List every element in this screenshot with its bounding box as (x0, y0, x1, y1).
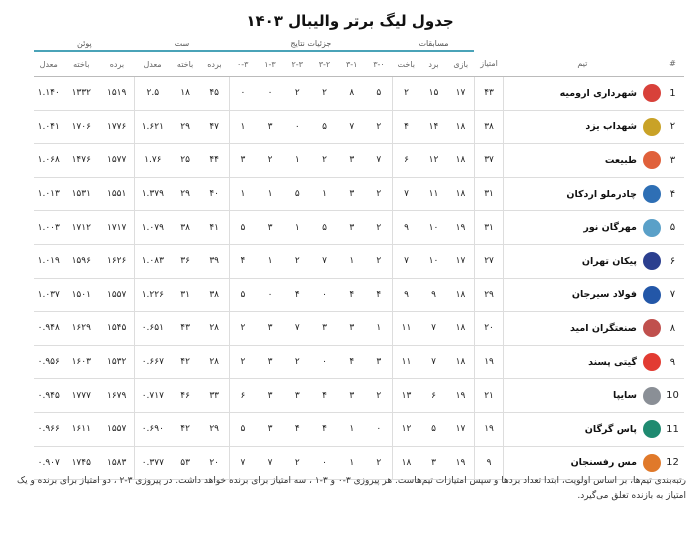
team-name[interactable]: مهرگان نور (583, 222, 637, 234)
cell-played: ۱۸ (447, 110, 474, 144)
team-logo-icon (643, 219, 661, 237)
team-cell[interactable] (504, 312, 661, 346)
cell-sw: ۴۰ (200, 177, 229, 211)
cell-r13: ۰ (256, 278, 283, 312)
cell-r32: ۷ (311, 244, 338, 278)
cell-r13: ۰ (256, 77, 283, 111)
cell-played: ۱۸ (447, 278, 474, 312)
table-row[interactable] (34, 211, 684, 245)
team-cell[interactable] (504, 278, 661, 312)
cell-pr: ۰.۹۵۶ (34, 345, 63, 379)
cell-sw: ۳۳ (200, 379, 229, 413)
cell-sw: ۴۵ (200, 77, 229, 111)
cell-won: ۷ (420, 345, 447, 379)
cell-r30: ۲ (365, 177, 392, 211)
table-row[interactable] (34, 244, 684, 278)
cell-r30: ۲ (365, 110, 392, 144)
col-r23[interactable]: ۲-۳ (284, 51, 311, 77)
cell-pw: ۱۷۷۶ (99, 110, 135, 144)
cell-r23: ۲ (284, 345, 311, 379)
cell-sr: ۱.۳۷۹ (135, 177, 171, 211)
cell-pl: ۱۵۹۶ (63, 244, 99, 278)
rank-cell: 11 (661, 412, 684, 446)
table-row[interactable] (34, 144, 684, 178)
table-row[interactable] (34, 110, 684, 144)
cell-r03: ۳ (229, 144, 256, 178)
cell-lost: ۱۱ (393, 345, 420, 379)
cell-pr: ۱.۰۰۳ (34, 211, 63, 245)
cell-sl: ۲۵ (170, 144, 199, 178)
cell-sl: ۴۶ (170, 379, 199, 413)
cell-r13: ۳ (256, 312, 283, 346)
cell-r32: ۰ (311, 278, 338, 312)
team-logo-icon (643, 151, 661, 169)
cell-pl: ۱۶۰۳ (63, 345, 99, 379)
cell-sw: ۳۸ (200, 278, 229, 312)
team-cell[interactable] (504, 244, 661, 278)
cell-r23: ۲ (284, 446, 311, 480)
cell-pr: ۱.۰۴۱ (34, 110, 63, 144)
cell-sr: ۰.۶۵۱ (135, 312, 171, 346)
cell-pr: ۰.۹۴۸ (34, 312, 63, 346)
rank-cell: ۳ (661, 144, 684, 178)
cell-r31: ۴ (338, 278, 365, 312)
cell-sr: ۰.۶۶۷ (135, 345, 171, 379)
team-logo-icon (643, 118, 661, 136)
cell-pw: ۱۶۷۹ (99, 379, 135, 413)
cell-r13: ۳ (256, 110, 283, 144)
cell-pw: ۱۵۴۵ (99, 312, 135, 346)
team-name[interactable]: چادرملو اردکان (566, 188, 637, 200)
cell-sw: ۴۱ (200, 211, 229, 245)
cell-sw: ۲۰ (200, 446, 229, 480)
cell-r23: ۱ (284, 211, 311, 245)
cell-r03: ۵ (229, 211, 256, 245)
team-name[interactable]: شهداب یزد (585, 121, 637, 133)
cell-r32: ۰ (311, 345, 338, 379)
rank-cell: ۶ (661, 244, 684, 278)
cell-sl: ۳۱ (170, 278, 199, 312)
rank-cell: ۴ (661, 177, 684, 211)
team-logo-icon (643, 286, 661, 304)
cell-sw: ۴۴ (200, 144, 229, 178)
cell-score: ۱۹ (474, 345, 503, 379)
group-details: جزئیات نتایج (229, 36, 393, 51)
cell-lost: ۱۲ (393, 412, 420, 446)
col-won[interactable]: برد (420, 51, 447, 77)
cell-r30: ۲ (365, 379, 392, 413)
cell-r31: ۳ (338, 312, 365, 346)
rank-cell: ۷ (661, 278, 684, 312)
cell-r13: ۳ (256, 379, 283, 413)
cell-r32: ۲ (311, 77, 338, 111)
page-title: جدول لیگ برتر والیبال ۱۴۰۳ (246, 12, 454, 30)
cell-r03: ۰ (229, 77, 256, 111)
team-cell[interactable] (504, 77, 661, 111)
team-cell[interactable] (504, 144, 661, 178)
cell-sw: ۴۷ (200, 110, 229, 144)
cell-score: ۳۱ (474, 211, 503, 245)
table-row[interactable] (34, 379, 684, 413)
cell-lost: ۴ (393, 110, 420, 144)
cell-played: ۱۸ (447, 312, 474, 346)
cell-played: ۱۹ (447, 446, 474, 480)
team-logo-icon (643, 185, 661, 203)
cell-sl: ۵۳ (170, 446, 199, 480)
group-matches: مسابقات (393, 36, 475, 51)
cell-played: ۱۹ (447, 211, 474, 245)
cell-r13: ۱ (256, 177, 283, 211)
team-logo-icon (643, 454, 661, 472)
cell-r23: ۰ (284, 110, 311, 144)
cell-r23: ۴ (284, 278, 311, 312)
cell-won: ۱۰ (420, 244, 447, 278)
cell-r32: ۴ (311, 412, 338, 446)
cell-pr: ۰.۹۰۷ (34, 446, 63, 480)
team-name[interactable]: مس رفسنجان (570, 457, 637, 469)
cell-r03: ۱ (229, 177, 256, 211)
cell-r03: ۴ (229, 244, 256, 278)
cell-won: ۵ (420, 412, 447, 446)
col-r30[interactable]: ۳-۰ (365, 51, 392, 77)
cell-score: ۱۹ (474, 412, 503, 446)
cell-played: ۱۸ (447, 144, 474, 178)
cell-r30: ۲ (365, 244, 392, 278)
cell-sl: ۴۲ (170, 412, 199, 446)
cell-sl: ۴۲ (170, 345, 199, 379)
cell-pr: ۰.۹۴۵ (34, 379, 63, 413)
cell-score: ۲۷ (474, 244, 503, 278)
cell-won: ۶ (420, 379, 447, 413)
team-name[interactable]: طبیعت (604, 154, 637, 166)
cell-sr: ۲.۵ (135, 77, 171, 111)
col-team[interactable]: تیم (504, 51, 661, 77)
cell-won: ۹ (420, 278, 447, 312)
cell-lost: ۶ (393, 144, 420, 178)
cell-sl: ۴۳ (170, 312, 199, 346)
table-row[interactable] (34, 412, 684, 446)
table-row[interactable] (34, 278, 684, 312)
team-logo-icon (643, 319, 661, 337)
rank-cell: ۸ (661, 312, 684, 346)
cell-score: ۲۱ (474, 379, 503, 413)
rank-cell: ۵ (661, 211, 684, 245)
table-row[interactable] (34, 177, 684, 211)
cell-r03: ۷ (229, 446, 256, 480)
cell-sw: ۲۹ (200, 412, 229, 446)
cell-pl: ۱۷۰۶ (63, 110, 99, 144)
cell-r30: ۴ (365, 278, 392, 312)
cell-played: ۱۸ (447, 177, 474, 211)
cell-r23: ۱ (284, 144, 311, 178)
cell-pw: ۱۶۲۶ (99, 244, 135, 278)
cell-score: ۳۸ (474, 110, 503, 144)
col-sets-ratio[interactable]: معدل (135, 51, 171, 77)
team-cell[interactable] (504, 177, 661, 211)
col-r03[interactable]: ۰-۳ (229, 51, 256, 77)
team-logo-icon (643, 387, 661, 405)
cell-sr: ۱.۷۶ (135, 144, 171, 178)
col-score[interactable]: امتیاز (474, 51, 503, 77)
table-row[interactable] (34, 345, 684, 379)
col-played[interactable]: بازی (447, 51, 474, 77)
cell-r32: ۳ (311, 312, 338, 346)
cell-r30: ۲ (365, 211, 392, 245)
cell-sl: ۱۸ (170, 77, 199, 111)
cell-r13: ۲ (256, 144, 283, 178)
col-r32[interactable]: ۳-۲ (311, 51, 338, 77)
cell-r13: ۱ (256, 244, 283, 278)
team-cell[interactable] (504, 379, 661, 413)
cell-pl: ۱۳۳۲ (63, 77, 99, 111)
cell-r03: ۲ (229, 345, 256, 379)
cell-lost: ۲ (393, 77, 420, 111)
team-name[interactable]: گیتی پسند (588, 356, 637, 368)
team-name[interactable]: پاس گرگان (584, 423, 637, 435)
col-points-won[interactable]: برده (99, 51, 135, 77)
cell-r23: ۷ (284, 312, 311, 346)
cell-pl: ۱۷۷۷ (63, 379, 99, 413)
group-sets: ست (135, 36, 229, 51)
cell-pw: ۱۵۵۱ (99, 177, 135, 211)
cell-r03: ۲ (229, 312, 256, 346)
cell-pr: ۱.۰۱۳ (34, 177, 63, 211)
rank-cell: ۹ (661, 345, 684, 379)
cell-lost: ۹ (393, 278, 420, 312)
cell-sl: ۳۸ (170, 211, 199, 245)
cell-lost: ۷ (393, 244, 420, 278)
cell-r31: ۳ (338, 144, 365, 178)
cell-pl: ۱۶۱۱ (63, 412, 99, 446)
cell-won: ۱۱ (420, 177, 447, 211)
cell-r31: ۷ (338, 110, 365, 144)
cell-won: ۷ (420, 312, 447, 346)
cell-score: ۲۹ (474, 278, 503, 312)
cell-r31: ۳ (338, 379, 365, 413)
cell-r32: ۱ (311, 177, 338, 211)
cell-won: ۱۴ (420, 110, 447, 144)
col-r13[interactable]: ۱-۳ (256, 51, 283, 77)
cell-r13: ۳ (256, 345, 283, 379)
cell-r13: ۷ (256, 446, 283, 480)
cell-lost: ۱۱ (393, 312, 420, 346)
cell-r31: ۱ (338, 244, 365, 278)
cell-played: ۱۷ (447, 412, 474, 446)
cell-r31: ۳ (338, 211, 365, 245)
cell-sr: ۱.۰۸۳ (135, 244, 171, 278)
cell-score: ۲۰ (474, 312, 503, 346)
cell-r03: ۱ (229, 110, 256, 144)
cell-played: ۱۷ (447, 244, 474, 278)
cell-won: ۱۵ (420, 77, 447, 111)
cell-r13: ۳ (256, 412, 283, 446)
cell-r03: ۶ (229, 379, 256, 413)
cell-sl: ۲۹ (170, 177, 199, 211)
cell-r32: ۰ (311, 446, 338, 480)
cell-r30: ۷ (365, 144, 392, 178)
cell-sr: ۱.۶۲۱ (135, 110, 171, 144)
cell-sl: ۲۹ (170, 110, 199, 144)
cell-r30: ۱ (365, 312, 392, 346)
team-cell[interactable] (504, 412, 661, 446)
cell-lost: ۷ (393, 177, 420, 211)
cell-sl: ۳۶ (170, 244, 199, 278)
cell-r03: ۵ (229, 278, 256, 312)
cell-r23: ۴ (284, 412, 311, 446)
cell-r32: ۴ (311, 379, 338, 413)
cell-r31: ۱ (338, 412, 365, 446)
cell-r31: ۸ (338, 77, 365, 111)
cell-pw: ۱۵۸۳ (99, 446, 135, 480)
cell-sw: ۲۸ (200, 345, 229, 379)
team-logo-icon (643, 420, 661, 438)
col-points-lost[interactable]: باخته (63, 51, 99, 77)
team-name[interactable]: شهرداری ارومیه (559, 87, 637, 99)
standings-table (34, 36, 684, 480)
cell-r13: ۳ (256, 211, 283, 245)
cell-score: ۳۱ (474, 177, 503, 211)
cell-pr: ۱.۱۴۰ (34, 77, 63, 111)
cell-pl: ۱۷۱۲ (63, 211, 99, 245)
table-header (34, 51, 684, 77)
cell-played: ۱۷ (447, 77, 474, 111)
col-sets-lost[interactable]: باخته (170, 51, 199, 77)
cell-r30: ۲ (365, 446, 392, 480)
cell-r31: ۳ (338, 177, 365, 211)
team-logo-icon (643, 84, 661, 102)
cell-pr: ۱.۰۳۷ (34, 278, 63, 312)
table-row[interactable] (34, 312, 684, 346)
cell-sr: ۰.۷۱۷ (135, 379, 171, 413)
cell-r23: ۵ (284, 177, 311, 211)
cell-r03: ۵ (229, 412, 256, 446)
cell-pl: ۱۷۴۵ (63, 446, 99, 480)
rank-cell: 12 (661, 446, 684, 480)
footnote: رتبه‌بندی تیم‌ها، بر اساس اولویت، ابتدا تعداد بردها و سپس امتیازات تیم‌هاست. هر پیروزی ۳-۰ و ۳-۱ ، سه امتیاز برای برنده خواهد داشت. در پیروزی ۳-۲ ، دو امتیاز برای برنده و یک امتیاز به بازنده تعلق می‌گیرد. (17, 476, 686, 501)
table-row[interactable] (34, 77, 684, 111)
cell-played: ۱۸ (447, 345, 474, 379)
cell-score: ۳۷ (474, 144, 503, 178)
cell-r23: ۲ (284, 244, 311, 278)
cell-lost: ۱۸ (393, 446, 420, 480)
cell-sr: ۱.۲۲۶ (135, 278, 171, 312)
cell-pw: ۱۵۵۷ (99, 278, 135, 312)
cell-r32: ۵ (311, 211, 338, 245)
team-cell[interactable] (504, 211, 661, 245)
cell-pw: ۱۵۵۷ (99, 412, 135, 446)
cell-pl: ۱۴۷۶ (63, 144, 99, 178)
cell-won: ۱۰ (420, 211, 447, 245)
cell-r32: ۲ (311, 144, 338, 178)
cell-pw: ۱۵۱۹ (99, 77, 135, 111)
col-points-ratio[interactable]: معدل (34, 51, 63, 77)
cell-won: ۱۲ (420, 144, 447, 178)
cell-pl: ۱۵۰۱ (63, 278, 99, 312)
cell-sr: ۰.۳۷۷ (135, 446, 171, 480)
cell-pl: ۱۶۲۹ (63, 312, 99, 346)
cell-score: ۹ (474, 446, 503, 480)
cell-pr: ۰.۹۶۶ (34, 412, 63, 446)
col-rank[interactable]: # (661, 51, 684, 77)
cell-won: ۳ (420, 446, 447, 480)
col-lost[interactable]: باخت (393, 51, 420, 77)
team-logo-icon (643, 353, 661, 371)
team-name[interactable]: سایپا (613, 390, 637, 402)
rank-cell: 1 (661, 77, 684, 111)
cell-pw: ۱۷۱۷ (99, 211, 135, 245)
cell-r30: ۰ (365, 412, 392, 446)
group-points: پوئن (34, 36, 135, 51)
team-name[interactable]: پیکان تهران (581, 255, 637, 267)
team-name[interactable]: فولاد سیرجان (571, 289, 637, 301)
cell-r30: ۵ (365, 77, 392, 111)
team-cell[interactable] (504, 110, 661, 144)
cell-pr: ۱.۰۱۹ (34, 244, 63, 278)
rank-cell: 10 (661, 379, 684, 413)
cell-r30: ۳ (365, 345, 392, 379)
team-logo-icon (643, 252, 661, 270)
cell-played: ۱۹ (447, 379, 474, 413)
cell-pw: ۱۵۷۷ (99, 144, 135, 178)
cell-pw: ۱۵۳۲ (99, 345, 135, 379)
cell-sw: ۲۸ (200, 312, 229, 346)
team-cell[interactable] (504, 345, 661, 379)
cell-sw: ۳۹ (200, 244, 229, 278)
cell-pr: ۱.۰۶۸ (34, 144, 63, 178)
rank-cell: ۲ (661, 110, 684, 144)
col-sets-won[interactable]: برده (200, 51, 229, 77)
cell-lost: ۹ (393, 211, 420, 245)
cell-r31: ۱ (338, 446, 365, 480)
cell-pl: ۱۵۳۱ (63, 177, 99, 211)
cell-r23: ۲ (284, 77, 311, 111)
cell-sr: ۰.۶۹۰ (135, 412, 171, 446)
cell-r31: ۴ (338, 345, 365, 379)
cell-score: ۴۳ (474, 77, 503, 111)
cell-sr: ۱.۰۷۹ (135, 211, 171, 245)
cell-lost: ۱۳ (393, 379, 420, 413)
col-r31[interactable]: ۳-۱ (338, 51, 365, 77)
cell-r23: ۳ (284, 379, 311, 413)
cell-r32: ۵ (311, 110, 338, 144)
team-name[interactable]: صنعتگران امید (570, 322, 637, 334)
